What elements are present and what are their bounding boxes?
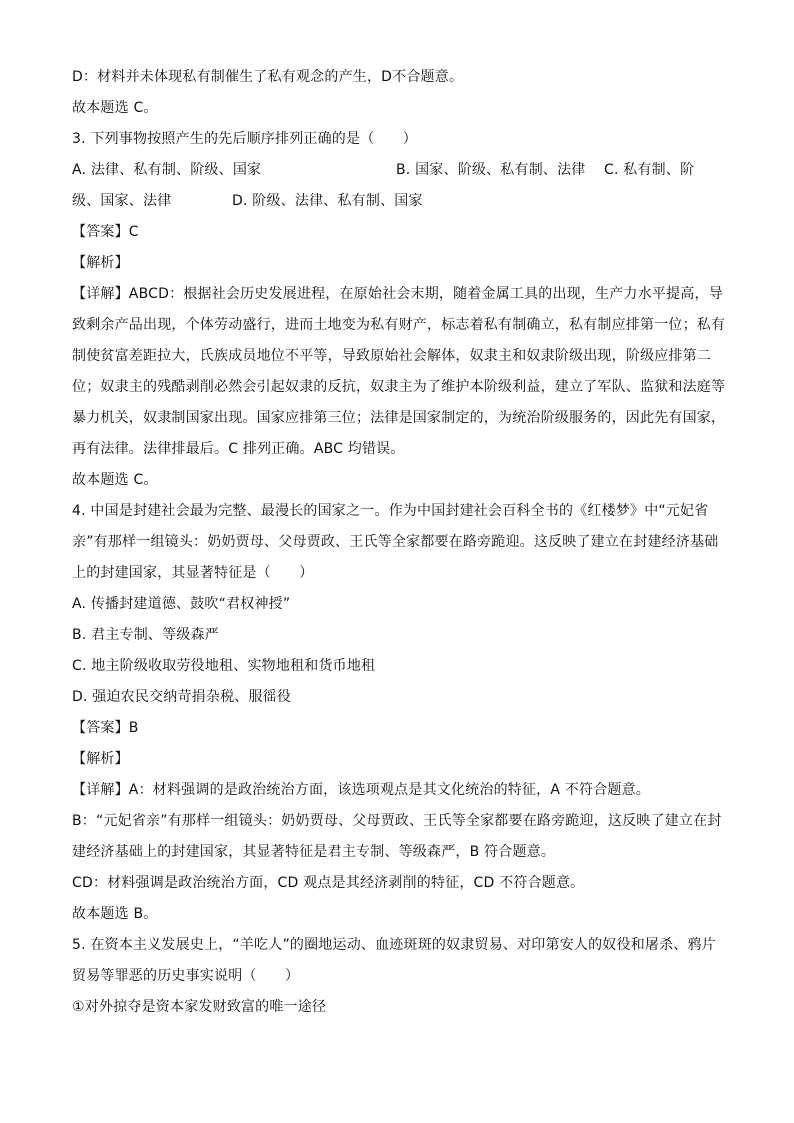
text-line: D：材料并未体现私有制催生了私有观念的产生，D不合题意。 [72, 69, 464, 85]
question-3-option-d: D. 阶级、法律、私有制、国家 [232, 193, 423, 209]
question-3-detail: 暴力机关，奴隶制国家出现。国家应排第三位；法律是国家制定的，为统治阶级服务的，因此先有国家， [72, 410, 726, 426]
question-4-detail: CD：材料强调是政治统治方面，CD 观点是其经济剥削的特征，CD 不符合题意。 [72, 875, 585, 891]
question-3-detail: 致剩余产品出现，个体劳动盛行，进而土地变为私有财产，标志着私有制确立，私有制应排第一位；私有 [72, 317, 726, 333]
question-3-analysis-heading: 【解析】 [72, 255, 129, 271]
conclusion-line: 故本题选 C。 [72, 100, 158, 116]
question-3-option-b: B. 国家、阶级、私有制、法律 [396, 162, 586, 178]
document-page [72, 62, 726, 1023]
question-3-option-a: A. 法律、私有制、阶级、国家 [72, 162, 262, 178]
question-4-option-c: C. 地主阶级收取劳役地租、实物地租和货币地租 [72, 658, 376, 674]
question-4-option-b: B. 君主专制、等级森严 [72, 627, 219, 643]
question-3-stem: 3. 下列事物按照产生的先后顺序排列正确的是（ ） [72, 131, 418, 147]
question-3-detail: 【详解】ABCD：根据社会历史发展进程，在原始社会末期，随着金属工具的出现，生产力水平提高，导 [72, 286, 723, 302]
question-3-detail: 制使贫富差距拉大，氏族成员地位不平等，导致原始社会解体，奴隶主和奴隶阶级出现，阶级应排第二 [72, 348, 711, 364]
question-4-stem: 亲”有那样一组镜头：奶奶贾母、父母贾政、王氏等全家都要在路旁跪迎。这反映了建立在封建经济基础 [72, 534, 719, 550]
question-4-analysis-heading: 【解析】 [72, 751, 129, 767]
question-4-option-a: A. 传播封建道德、鼓吹“君权神授” [72, 596, 291, 612]
question-3-options-row-2 [72, 186, 722, 217]
question-3-options-row-1 [72, 155, 722, 186]
question-3-detail: 位；奴隶主的残酷剥削必然会引起奴隶的反抗，奴隶主为了维护本阶级利益，建立了军队、监狱和法庭等 [72, 379, 726, 395]
question-3-conclusion: 故本题选 C。 [72, 472, 158, 488]
question-4-answer: 【答案】B [72, 720, 139, 736]
question-4-detail: 【详解】A：材料强调的是政治统治方面，该选项观点是其文化统治的特征，A 不符合题意。 [72, 782, 651, 798]
question-5-stem: 贸易等罪恶的历史事实说明（ ） [72, 968, 300, 984]
question-3-option-c: C. 私有制、阶 [604, 162, 695, 178]
question-3-answer: 【答案】C [72, 224, 139, 240]
question-4-stem: 上的封建国家，其显著特征是（ ） [72, 565, 314, 581]
question-5-stem: 5. 在资本主义发展史上，“羊吃人”的圈地运动、血迹斑斑的奴隶贸易、对印第安人的奴役和屠杀、鸦片 [72, 937, 716, 953]
question-4-detail: 建经济基础上的封建国家，其显著特征是君主专制、等级森严，B 符合题意。 [72, 844, 556, 860]
question-3-detail: 再有法律。法律排最后。C 排列正确。ABC 均错误。 [72, 441, 405, 457]
question-4-detail: B：“元妃省亲”有那样一组镜头：奶奶贾母、父母贾政、王氏等全家都要在路旁跪迎，这反映了建立在封 [72, 813, 722, 829]
question-4-option-d: D. 强迫农民交纳苛捐杂税、服徭役 [72, 689, 292, 705]
question-4-stem: 4. 中国是封建社会最为完整、最漫长的国家之一。作为中国封建社会百科全书的《红楼梦》中“元妃省 [72, 503, 709, 519]
question-5-item-1: ①对外掠夺是资本家发财致富的唯一途径 [72, 999, 327, 1015]
question-3-option-c-cont: 级、国家、法律 [72, 193, 172, 209]
question-4-conclusion: 故本题选 B。 [72, 906, 158, 922]
